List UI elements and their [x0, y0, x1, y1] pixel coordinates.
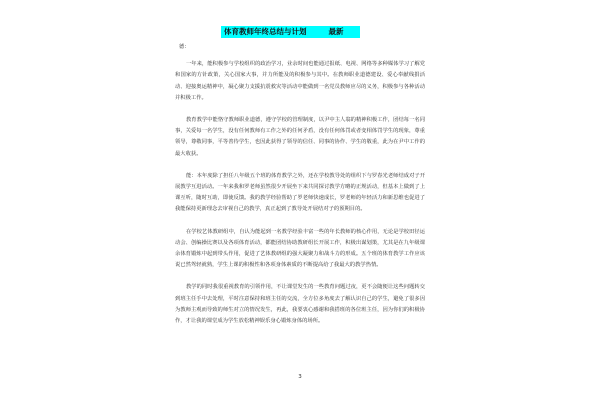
paragraph-1: 一年来，能积极参与学校组织的政治学习，业余时间也能通过报纸、电视、网络等多种媒体学习了解党和国家的方针政策，关心国家大事，并力所能及的积极参与其中。在教师职业道德建设、爱心奉献线捐活动、迎接奥运精神中，凝心聚力支援抗震救灾等活动中能做到一名党员教师应尽的义务，积极参与各种活动并积极工作。	[175, 61, 425, 101]
document-title	[221, 26, 360, 38]
page-number: 3	[298, 374, 302, 380]
document-body	[175, 42, 425, 338]
paragraph-5: 教学的同时我很重视教育的引领作用，不让课堂发生的一些教育问题过夜，更不会随便让这些问题转交到班主任手中去处理，平时注意保持和班主任的交流，全方位多角度去了解认识自己的学生，避免了很多因为教师主观而导致的师生对立的情况发生，再此，我要衷心感谢和我搭班的各位班主任，因为你们的积极协作，才让我的课堂成为学生放松精神娱乐身心锻炼身体的场所。	[175, 284, 425, 325]
title-text: 体育教师年终总结与计划	[224, 27, 307, 36]
paragraph-4: 在学校艺体教研组中，自认为能起到一名教学经验丰富一些的年长教师的核心作用，无论是学校田径运动会、创编操比赛以及各项体育活动，都能团结协助教研组长开展工作，积极出谋划策，尤其是在九年级课余体育锻炼中起到带头作用，促进了艺体教研组的强大凝聚力和战斗力的形成。五个班的体育教学工作应该说已然驾轻就熟，学生上课的积极性和各项身体素质的不断提高给了我最大的教学热情。	[175, 228, 425, 269]
paragraph-2: 教育教学中能恪守教师职业道德，遵守学校的管理制度，以尹中主人翁的精神积极工作，团结每一名同事，关爱每一名学生，没有任何教师有工作之外的任何矛盾，没有任何体罚或者变相体罚学生的现象，尊重领导，尊敬同事，平等善待学生，也因此获得了领导的信任、同事的协作、学生的敬重，此为在尹中工作的最大收获。	[175, 117, 425, 157]
title-tag: 最新	[328, 27, 344, 36]
greeting: 德：	[179, 44, 190, 50]
paragraph-3: 能：本年度除了担任八年级五个班的体育教学之外，还在学校教导处的组织下与罗春光老师结成对子开展教学互进活动。一年来我和罗老师虽然很少开展坐下来共同探讨教学方略的正规活动，但基本上做到了上课互听，随时互助，即使反馈。我的教学经验帮助了罗老师快速成长，罗老师的年轻活力和新思维也促进了我能保持更新理念去审视自己的教学，真正起到了教导处开展结对子的预期目的。	[175, 172, 425, 213]
